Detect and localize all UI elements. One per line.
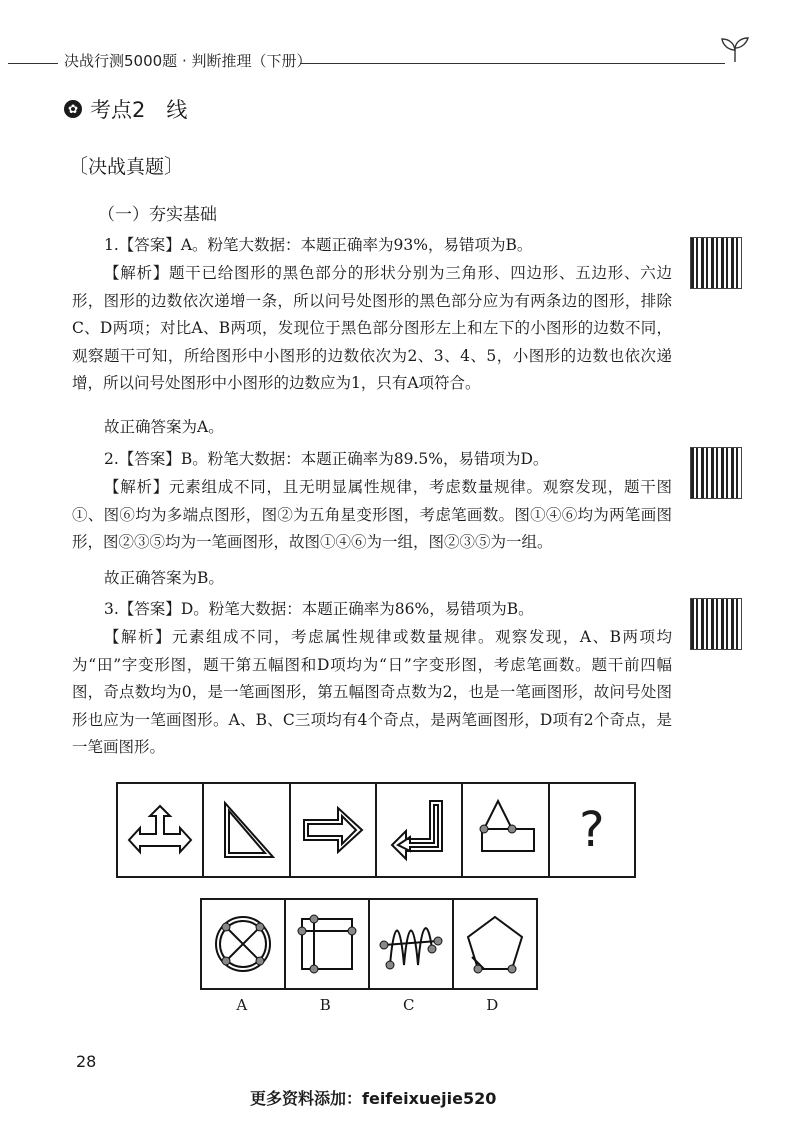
- q3-answer-tag: 【答案】: [118, 600, 181, 618]
- q2-answer-tag: 【答案】: [118, 450, 181, 468]
- q2-number: 2.: [104, 450, 119, 468]
- qr-code-1[interactable]: [690, 237, 742, 289]
- header-rule-right: [300, 63, 725, 64]
- question-figure-6: [550, 784, 634, 876]
- question-figure-4: [377, 784, 463, 876]
- q3-answer-text: D。粉笔大数据：本题正确率为86%，易错项为B。: [180, 600, 534, 618]
- circle-cross-figure: [208, 909, 278, 979]
- option-figure-d: [454, 900, 536, 988]
- q3-number: 3.: [104, 600, 119, 618]
- section-title-text: 考点2 线: [90, 98, 188, 122]
- question-figure-row: [116, 782, 636, 878]
- option-label-d: D: [486, 996, 499, 1014]
- pentagon-figure: [460, 909, 530, 979]
- bracket-right: 〕: [164, 154, 185, 178]
- wave-figure: [376, 909, 446, 979]
- options-figure-row: [200, 898, 538, 990]
- q1-answer: [72, 232, 672, 260]
- q1-analysis-text: 题干已给图形的黑色部分的形状分别为三角形、四边形、五边形、六边形，图形的边数依次递增一条，所以问号处图形的黑色部分应为有两条边的图形，排除C、D两项；对比A、B两项，发现位于黑色部分图形左上和左下的小图形的边数不同，观察题干可知，所给图形中小图形的边数依次为2、3、4、5，小图形的边数也依次递增，所以问号处图形中小图形的边数应为1，只有A项符合。: [72, 264, 672, 392]
- option-figure-b: [286, 900, 370, 988]
- q2-analysis: [72, 474, 672, 557]
- q2-answer-text: B。粉笔大数据：本题正确率为89.5%，易错项为D。: [180, 450, 549, 468]
- q1-conclusion: 故正确答案为A。: [104, 418, 224, 436]
- part-heading: （一）夯实基础: [98, 205, 217, 225]
- question-figure-3: [291, 784, 377, 876]
- question-figure-2: [204, 784, 290, 876]
- sprout-icon: [718, 34, 752, 64]
- square-grid-figure: [292, 909, 362, 979]
- footer-note: 更多资料添加：feifeixuejie520: [250, 1089, 497, 1108]
- page-number: 28: [76, 1052, 97, 1071]
- q1-answer-tag: 【答案】: [118, 236, 181, 254]
- option-label-a: A: [236, 996, 248, 1014]
- qr-code-3[interactable]: [690, 598, 742, 650]
- q3-analysis-tag: 【解析】: [104, 628, 172, 646]
- gear-icon: ✿: [64, 100, 82, 118]
- triangle-rect-figure: [468, 795, 542, 865]
- bracket-left: 〔: [68, 154, 88, 178]
- q3-analysis-text: 元素组成不同，考虑属性规律或数量规律。观察发现，A、B两项均为“田”字变形图，题干第五幅图和D项均为“日”字变形图，考虑笔画数。题干前四幅图，奇点数均为0，是一笔画图形，第五幅图奇点数为2，也是一笔画图形，故问号处图形也应为一笔画图形。A、B、C三项均有4个奇点，是两笔画图形，D项有2个奇点，是一笔画图形。: [72, 628, 672, 756]
- question-figure-5: [463, 784, 549, 876]
- bent-arrow-figure: [384, 795, 454, 865]
- option-label-c: C: [403, 996, 415, 1014]
- q1-analysis-tag: 【解析】: [104, 264, 169, 282]
- option-label-b: B: [319, 996, 331, 1014]
- q3-analysis: [72, 624, 672, 762]
- q1-answer-text: A。粉笔大数据：本题正确率为93%，易错项为B。: [180, 236, 533, 254]
- q1-analysis: [72, 260, 672, 398]
- option-figure-a: [202, 900, 286, 988]
- section-title: [64, 94, 187, 124]
- subtitle-text: 决战真题: [88, 156, 165, 178]
- header-rule-left: [8, 63, 58, 64]
- arrow-cross-figure: [125, 800, 195, 860]
- subtitle: [68, 150, 184, 179]
- q2-analysis-tag: 【解析】: [104, 478, 169, 496]
- q3-answer: [72, 596, 672, 624]
- page-header: [0, 0, 800, 80]
- q2-analysis-text: 元素组成不同，且无明显属性规律，考虑数量规律。观察发现，题干图①、图⑥均为多端点图形，图②为五角星变形图，考虑笔画数。图①④⑥均为两笔画图形，图②③⑤均为一笔画图形，故图①④⑥为一组，图②③⑤为一组。: [72, 478, 672, 551]
- question-mark: ?: [579, 802, 605, 858]
- triangle-figure: [211, 795, 281, 865]
- right-arrow-figure: [298, 800, 368, 860]
- q2-conclusion: 故正确答案为B。: [104, 569, 224, 587]
- q2-answer: [72, 446, 672, 474]
- q1-number: 1.: [104, 236, 119, 254]
- qr-code-2[interactable]: [690, 447, 742, 499]
- book-title: 决战行测5000题 · 判断推理（下册）: [64, 52, 312, 70]
- option-labels: [200, 996, 534, 1014]
- option-figure-c: [370, 900, 454, 988]
- question-figure-1: [118, 784, 204, 876]
